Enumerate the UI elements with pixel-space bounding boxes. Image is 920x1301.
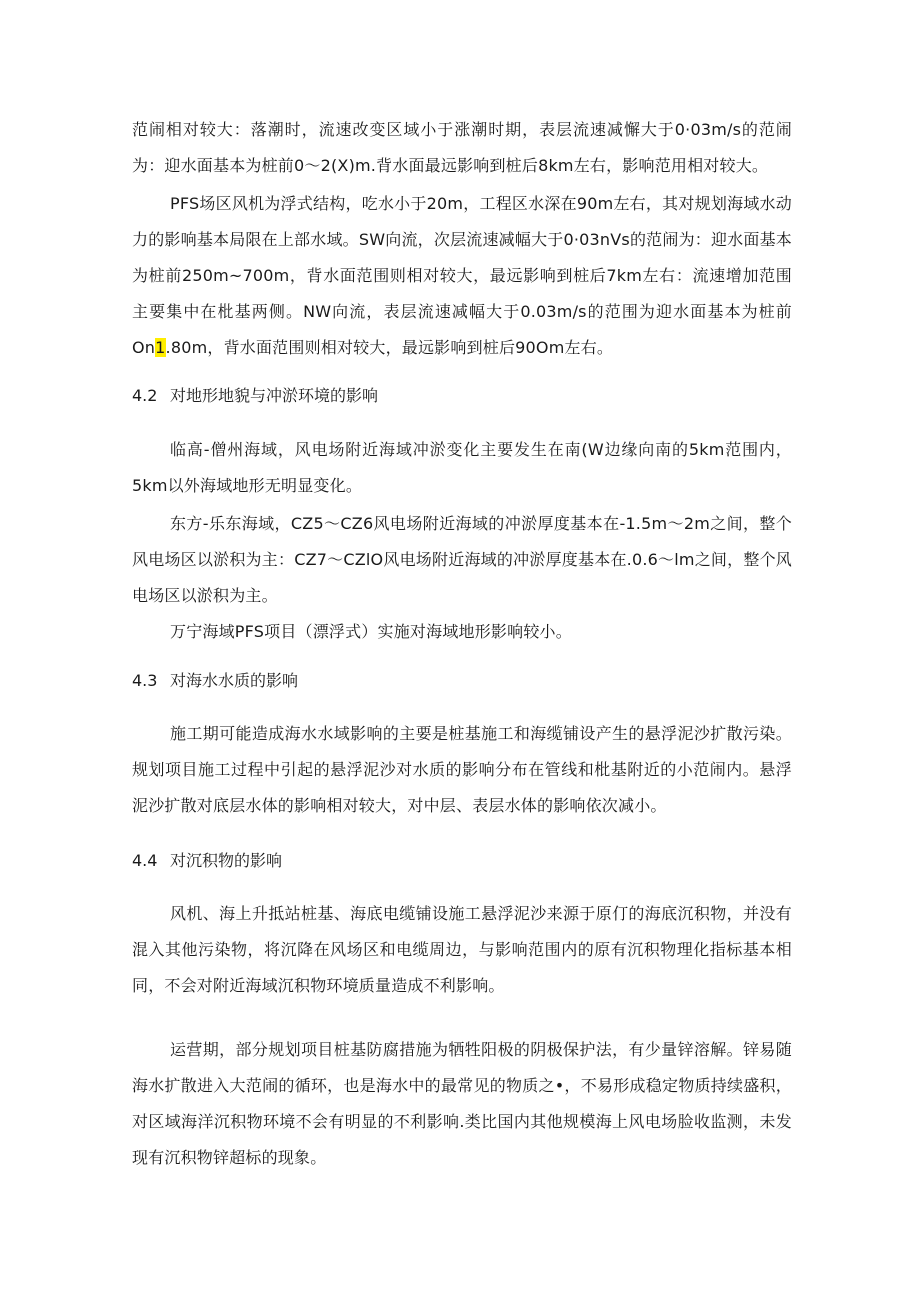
paragraph-wanning: 万宁海域PFS项目（漂浮式）实施对海域地形影响较小。 <box>170 622 572 641</box>
section-title: 对地形地貌与冲淤环境的影响 <box>170 386 379 405</box>
section-title: 对沉积物的影响 <box>170 851 283 870</box>
paragraph-sediment-operation: 运营期，部分规划项目桩基防腐措施为牺牲阳极的阴极保护法，有少量锌溶解。锌易随海水扩散进入大范闹的循环，也是海水中的最常见的物质之•，不易形成稳定物质持续盛积，对区域海洋沉积物环境不会有明显的不利影响.类比国内其他规模海上风电场脸收监测，未发现有沉积物锌超标的现象。 <box>132 1040 792 1167</box>
paragraph-water-quality: 施工期可能造成海水水域影响的主要是桩基施工和海缆铺设产生的悬浮泥沙扩散污染。规划项目施工过程中引起的悬浮泥沙对水质的影响分布在管线和枇基附近的小范闹内。悬浮泥沙扩散对底层水体的影响相对较大，对中层、表层水体的影响依次减小。 <box>132 724 792 815</box>
paragraph-lingao-danzhou: 临高-僧州海域，风电场附近海域冲淤变化主要发生在南(W边缘向南的5km范围内，5km以外海域地形无明显变化。 <box>132 440 792 495</box>
paragraph-flow-range: 范闹相对较大：落潮时，流速改变区域小于涨潮时期，表层流速减懈大于0·03m/s的范闹为：迎水面基本为桩前0～2(X)m.背水面最远影响到桩后8km左右，影响范用相对较大。 <box>132 120 792 175</box>
section-heading-4-3 <box>132 669 298 693</box>
section-number: 4.2 <box>132 386 158 405</box>
highlighted-text: 1 <box>155 338 166 357</box>
section-heading-4-4 <box>132 849 282 873</box>
paragraph-pfs-wind-turbine <box>132 186 792 366</box>
paragraph-sediment-construction: 风机、海上升抵站桩基、海底电缆铺设施工悬浮泥沙来源于原仃的海底沉积物，并没有混入其他污染物，将沉降在风场区和电缆周边，与影响范围内的原有沉积物理化指标基本相同，不会对附近海域沉积物环境质量造成不利影响。 <box>132 904 792 995</box>
paragraph-dongfang-ledong: 东方-乐东海域，CZ5～CZ6风电场附近海域的冲淤厚度基本在-1.5m～2m之间，整个风电场区以淤积为主：CZ7～CZlO风电场附近海域的冲淤厚度基本在.0.6～lm之间，整个风电场区以淤积为主。 <box>132 514 792 605</box>
section-title: 对海水水质的影响 <box>170 671 299 690</box>
section-number: 4.3 <box>132 671 158 690</box>
section-number: 4.4 <box>132 851 158 870</box>
section-heading-4-2 <box>132 384 378 408</box>
paragraph-pfs-text-end: .80m，背水面范围则相对较大，最远影响到桩后90Om左右。 <box>165 338 614 357</box>
paragraph-pfs-text: PFS场区风机为浮式结构，吃水小于20m，工程区水深在90m左右，其对规划海域水动力的影响基本局限在上部水域。SW向流，次层流速减幅大于0·03nVs的范闹为：迎水面基本为桩前250m~700m，背水面范围则相对较大，最远影响到桩后7km左右：流速增加范围主要集中在枇基两侧。NW向流，表层流速减幅大于0.03m/s的范围为迎水面基本为桩前On <box>132 194 792 357</box>
